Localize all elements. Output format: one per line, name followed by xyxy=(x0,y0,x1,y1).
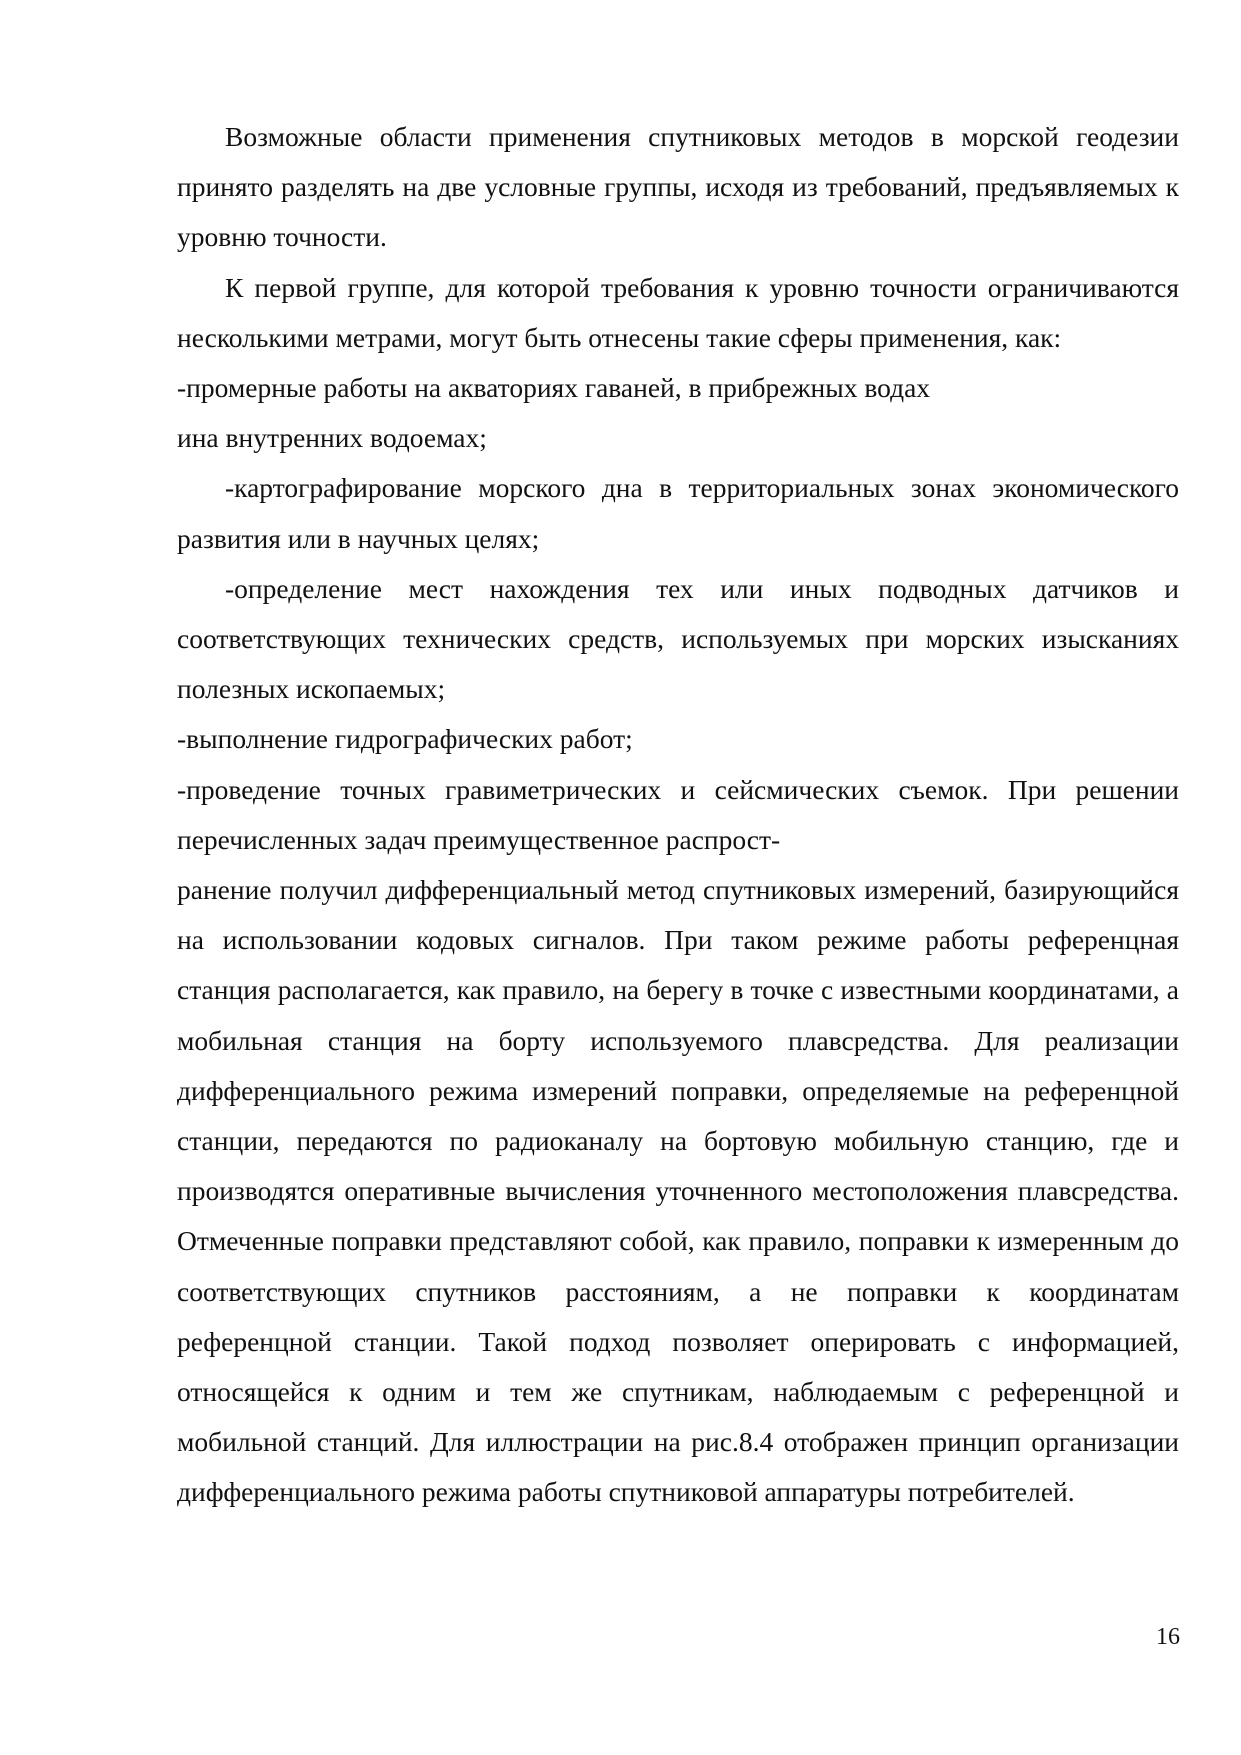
document-body xyxy=(177,112,1179,1518)
list-item-sensor-location: -определение мест нахождения тех или иных подводных датчиков и соответствующих технических средств, используемых при морских изысканиях полезных ископаемых; xyxy=(177,572,1179,705)
list-item-gravimetric: -проведение точных гравиметрических и сейсмических съемок. При решении перечисленных задач преимущественное распрост- xyxy=(177,773,1179,855)
page-number: 16 xyxy=(1156,1624,1180,1650)
paragraph-differential-method: ранение получил дифференциальный метод спутниковых измерений, базирующийся на использовании кодовых сигналов. При таком режиме работы референцная станция располагается, как правило, на берегу в точке с известными координатами, а мобильная станция на борту используемого плавсредства. Для реализации дифференциального режима измерений поправки, определяемые на референцной станции, передаются по радиоканалу на бортовую мобильную станцию, где и производятся оперативные вычисления уточненного местоположения плавсредства. Отмеченные поправки представляют собой, как правило, поправки к измеренным до соответствующих спутников расстояниям, а не поправки к координатам референцной станции. Такой подход позволяет оперировать с информацией, относящейся к одним и тем же спутникам, наблюдаемым с референцной и мобильной станций. Для иллюстрации на рис.8.4 отображен принцип организации дифференциального режима работы спутниковой аппаратуры потребителей. xyxy=(177,874,1179,1508)
list-item-hydrographic: -выполнение гидрографических работ; xyxy=(177,723,633,755)
paragraph-first-group: К первой группе, для которой требования к уровню точности ограничиваются несколькими метрами, могут быть отнесены такие сферы применения, как: xyxy=(177,271,1179,353)
list-item-sounding-continued: ина внутренних водоемах; xyxy=(177,422,487,454)
list-item-sounding: -промерные работы на акваториях гаваней, в прибрежных водах xyxy=(177,372,931,404)
list-item-mapping: -картографирование морского дна в территориальных зонах экономического развития или в научных целях; xyxy=(177,472,1179,554)
paragraph-intro: Возможные области применения спутниковых методов в морской геодезии принято разделять на две условные группы, исходя из требований, предъявляемых к уровню точности. xyxy=(177,121,1179,253)
